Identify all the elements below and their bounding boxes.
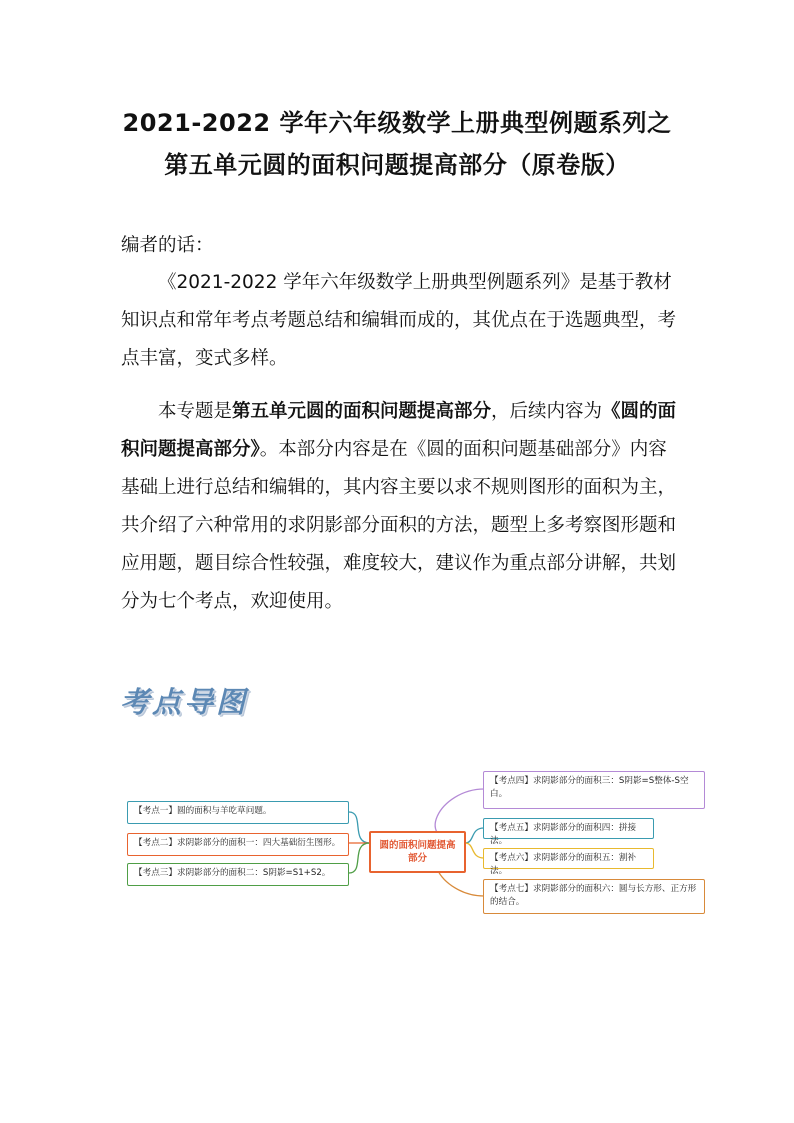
connector-right-6 (465, 843, 484, 858)
document-title-line2: 第五单元圆的面积问题提高部分（原卷版） (164, 151, 630, 179)
body-text-prefix: 本专题是 (158, 401, 233, 422)
body-bold-next-title: 《圆的面积问题提高部分》 (121, 401, 677, 460)
connector-left-1 (349, 812, 370, 843)
mindmap-node-kaodian-6: 【考点六】求阴影部分的面积五：割补法。 (483, 848, 654, 869)
mindmap-node-kaodian-1: 【考点一】圆的面积与羊吃草问题。 (127, 801, 349, 824)
mindmap-node-kaodian-4: 【考点四】求阴影部分的面积三：S阴影=S整体-S空白。 (483, 771, 705, 809)
mindmap-center-node: 圆的面积问题提高部分 (369, 831, 466, 873)
preface-label: 编者的话： (121, 235, 214, 256)
connector-left-3 (349, 843, 370, 873)
connector-right-5 (465, 828, 484, 843)
mindmap-node-kaodian-2: 【考点二】求阴影部分的面积一：四大基础衍生图形。 (127, 833, 349, 856)
mindmap-node-kaodian-3: 【考点三】求阴影部分的面积二：S阴影=S1+S2。 (127, 863, 349, 886)
body-text-rest: 。本部分内容是在《圆的面积问题基础部分》内容基础上进行总结和编辑的，其内容主要以求不规则图形的面积为主，共介绍了六种常用的求阴影部分面积的方法，题型上多考察图形题和应用题，题目综合性较强，难度较大，建议作为重点部分讲解，共划分为七个考点，欢迎使用。 (121, 439, 677, 612)
section-heading-mindmap: 考点导图 (120, 685, 249, 719)
body-bold-unit-name: 第五单元圆的面积问题提高部分 (232, 401, 492, 422)
mindmap-node-kaodian-7: 【考点七】求阴影部分的面积六：圆与长方形、正方形的结合。 (483, 879, 705, 914)
mindmap-node-kaodian-5: 【考点五】求阴影部分的面积四：拼接法。 (483, 818, 654, 839)
body-text-mid: ，后续内容为 (491, 401, 603, 422)
preface-intro-paragraph: 《2021-2022 学年六年级数学上册典型例题系列》是基于教材知识点和常年考点考题总结和编辑而成的，其优点在于选题典型，考点丰富，变式多样。 (121, 272, 677, 369)
document-title-line1: 2021-2022 学年六年级数学上册典型例题系列之 (122, 109, 672, 137)
